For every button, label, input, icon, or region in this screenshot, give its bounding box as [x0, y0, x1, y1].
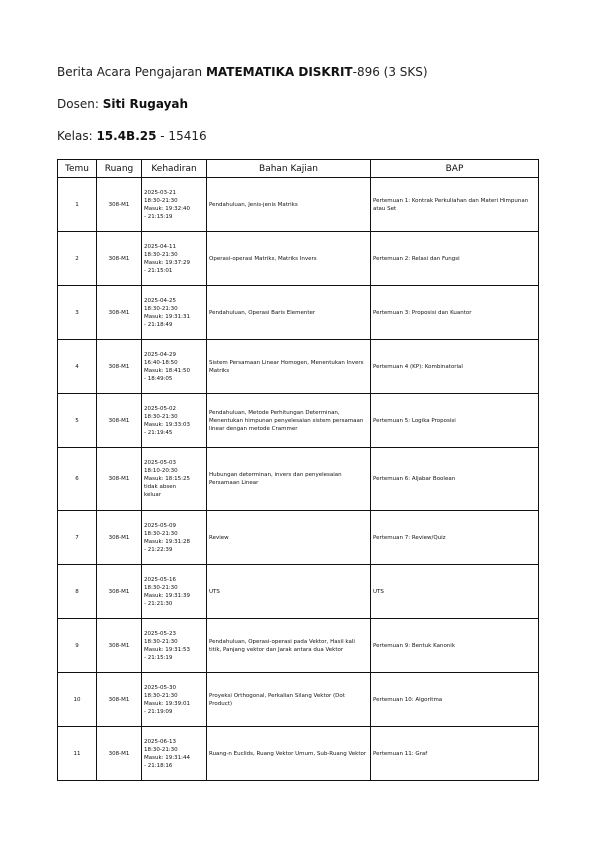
attendance-line: - 21:18:16	[144, 762, 173, 769]
attendance-line: Masuk: 19:31:53	[144, 646, 190, 653]
study-material-cell: Pendahuluan, Metode Perhitungan Determinan, Menentukan himpunan penyelesaian sistem persamaan linear dengan metode Crammer	[207, 394, 371, 448]
meeting-number-cell: 4	[58, 340, 97, 394]
table-row	[58, 340, 539, 394]
attendance-line: - 21:19:45	[144, 429, 173, 436]
table-row	[58, 619, 539, 673]
table-row	[58, 727, 539, 781]
table-row	[58, 232, 539, 286]
attendance-line: - 21:15:01	[144, 267, 173, 274]
table-row	[58, 673, 539, 727]
header-temu: Temu	[58, 160, 97, 178]
attendance-cell	[142, 232, 207, 286]
table-row	[58, 511, 539, 565]
attendance-line: Masuk: 19:31:39	[144, 592, 190, 599]
attendance-line: 18:30-21:30	[144, 638, 178, 645]
teaching-report-cell: Pertemuan 11: Graf	[371, 727, 539, 781]
class-code: 15.4B.25	[96, 129, 157, 143]
course-name: MATEMATIKA DISKRIT	[205, 65, 353, 79]
attendance-line: Masuk: 19:32:40	[144, 205, 190, 212]
attendance-line: 2025-03-21	[144, 189, 176, 196]
meeting-number-cell: 1	[58, 178, 97, 232]
study-material-cell: UTS	[207, 565, 371, 619]
attendance-line: 2025-05-09	[144, 522, 176, 529]
meeting-number-cell: 10	[58, 673, 97, 727]
meeting-number-cell: 2	[58, 232, 97, 286]
table-row	[58, 286, 539, 340]
attendance-line: 18:30-21:30	[144, 305, 178, 312]
attendance-line: - 21:18:49	[144, 321, 173, 328]
study-material-cell: Pendahuluan, Jenis-jenis Matriks	[207, 178, 371, 232]
room-cell: 308-M1	[97, 565, 142, 619]
study-material-cell: Pendahuluan, Operasi Baris Elementer	[207, 286, 371, 340]
room-cell: 308-M1	[97, 673, 142, 727]
teaching-report-cell: Pertemuan 3: Proposisi dan Kuantor	[371, 286, 539, 340]
room-cell: 308-M1	[97, 286, 142, 340]
attendance-line: 16:40-18:50	[144, 359, 178, 366]
title-prefix: Berita Acara Pengajaran	[57, 65, 206, 79]
meeting-number-cell: 7	[58, 511, 97, 565]
attendance-line: - 21:22:39	[144, 546, 173, 553]
attendance-line: Masuk: 19:31:44	[144, 754, 190, 761]
attendance-line: Masuk: 19:31:28	[144, 538, 190, 545]
teaching-report-cell: Pertemuan 5: Logika Proposisi	[371, 394, 539, 448]
attendance-line: 18:10-20:30	[144, 468, 178, 474]
attendance-line: Masuk: 19:39:01	[144, 700, 190, 707]
teaching-report-cell: UTS	[371, 565, 539, 619]
room-cell: 308-M1	[97, 232, 142, 286]
study-material-cell: Review	[207, 511, 371, 565]
attendance-cell	[142, 394, 207, 448]
study-material-cell: Proyeksi Orthogonal, Perkalian Silang Vektor (Dot Product)	[207, 673, 371, 727]
class-label: Kelas:	[57, 129, 97, 143]
meeting-number-cell: 6	[58, 448, 97, 511]
teaching-report-cell: Pertemuan 1: Kontrak Perkuliahan dan Materi Himpunan atau Set	[371, 178, 539, 232]
study-material-cell: Hubungan determinan, invers dan penyelesaian Persamaan Linear	[207, 448, 371, 511]
attendance-line: 2025-04-11	[144, 243, 176, 250]
attendance-cell	[142, 340, 207, 394]
teaching-report-cell: Pertemuan 4 (KP): Kombinatorial	[371, 340, 539, 394]
lecturer-line	[57, 97, 188, 111]
room-cell: 308-M1	[97, 178, 142, 232]
room-cell: 308-M1	[97, 394, 142, 448]
meeting-number-cell: 3	[58, 286, 97, 340]
room-cell: 308-M1	[97, 727, 142, 781]
attendance-line: Masuk: 19:31:31	[144, 313, 190, 320]
teaching-report-cell: Pertemuan 10: Algoritma	[371, 673, 539, 727]
document-title	[57, 65, 428, 79]
attendance-cell	[142, 673, 207, 727]
room-cell: 308-M1	[97, 340, 142, 394]
attendance-cell	[142, 565, 207, 619]
table-row	[58, 565, 539, 619]
header-bahan-kajian: Bahan Kajian	[207, 160, 371, 178]
teaching-report-cell: Pertemuan 7: Review/Quiz	[371, 511, 539, 565]
study-material-cell: Operasi-operasi Matriks, Matriks Invers	[207, 232, 371, 286]
header-ruang: Ruang	[97, 160, 142, 178]
attendance-line: - 21:19:09	[144, 708, 173, 715]
meeting-number-cell: 8	[58, 565, 97, 619]
table-row	[58, 394, 539, 448]
attendance-line: 18:30-21:30	[144, 197, 178, 204]
table-header-row	[58, 160, 539, 178]
attendance-line: - 21:15:19	[144, 654, 173, 661]
header-kehadiran: Kehadiran	[142, 160, 207, 178]
attendance-line: 18:30-21:30	[144, 692, 178, 699]
attendance-cell	[142, 511, 207, 565]
attendance-line: Masuk: 18:41:50	[144, 367, 190, 374]
attendance-line: 2025-04-29	[144, 351, 176, 358]
attendance-line: 18:30-21:30	[144, 746, 178, 753]
teaching-report-cell: Pertemuan 2: Relasi dan Fungsi	[371, 232, 539, 286]
teaching-report-table	[57, 159, 539, 781]
table-row	[58, 178, 539, 232]
attendance-line: 18:30-21:30	[144, 413, 178, 420]
course-code: -896 (3 SKS)	[352, 65, 428, 79]
attendance-line: Masuk: 18:15:25	[144, 476, 190, 482]
attendance-line: 2025-05-16	[144, 576, 176, 583]
attendance-line: 2025-05-30	[144, 684, 176, 691]
attendance-line: keluar	[144, 492, 162, 498]
room-cell: 308-M1	[97, 511, 142, 565]
room-cell: 308-M1	[97, 448, 142, 511]
lecturer-label: Dosen:	[57, 97, 103, 111]
class-line	[57, 129, 207, 143]
attendance-line: 2025-05-03	[144, 460, 176, 466]
attendance-line: - 21:21:30	[144, 600, 173, 607]
attendance-line: - 18:49:05	[144, 375, 173, 382]
header-bap: BAP	[371, 160, 539, 178]
room-cell: 308-M1	[97, 619, 142, 673]
meeting-number-cell: 9	[58, 619, 97, 673]
attendance-cell	[142, 286, 207, 340]
attendance-line: 18:30-21:30	[144, 584, 178, 591]
attendance-line: 18:30-21:30	[144, 530, 178, 537]
class-number: - 15416	[156, 129, 207, 143]
attendance-cell	[142, 619, 207, 673]
study-material-cell: Sistem Persamaan Linear Homogen, Menentukan Invers Matriks	[207, 340, 371, 394]
study-material-cell: Ruang-n Euclids, Ruang Vektor Umum, Sub-Ruang Vektor	[207, 727, 371, 781]
lecturer-name: Siti Rugayah	[102, 97, 189, 111]
meeting-number-cell: 11	[58, 727, 97, 781]
attendance-cell	[142, 178, 207, 232]
attendance-line: Masuk: 19:33:03	[144, 421, 190, 428]
teaching-report-cell: Pertemuan 9: Bentuk Kanonik	[371, 619, 539, 673]
meeting-number-cell: 5	[58, 394, 97, 448]
table-row	[58, 448, 539, 511]
attendance-line: 2025-05-23	[144, 630, 176, 637]
attendance-line: 18:30-21:30	[144, 251, 178, 258]
attendance-line: Masuk: 19:37:29	[144, 259, 190, 266]
attendance-line: 2025-06-13	[144, 738, 176, 745]
attendance-line: 2025-05-02	[144, 405, 176, 412]
study-material-cell: Pendahuluan, Operasi-operasi pada Vektor, Hasil kali titik, Panjang vektor dan Jarak antara dua Vektor	[207, 619, 371, 673]
attendance-line: 2025-04-25	[144, 297, 176, 304]
attendance-line: - 21:15:19	[144, 213, 173, 220]
attendance-line: tidak absen	[144, 484, 177, 490]
attendance-cell	[142, 727, 207, 781]
teaching-report-cell: Pertemuan 6: Aljabar Boolean	[371, 448, 539, 511]
attendance-cell	[142, 448, 207, 511]
table-body	[58, 178, 539, 781]
